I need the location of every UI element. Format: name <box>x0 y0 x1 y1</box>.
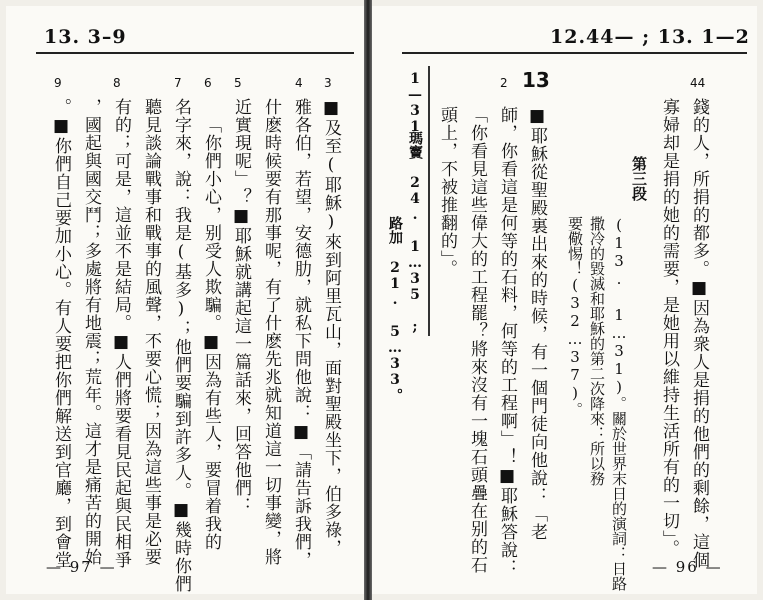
verse-number: 2 <box>500 76 508 90</box>
section-title: 第三段 <box>630 156 648 201</box>
right-page-number: — 96 — <box>652 558 723 576</box>
book-gutter <box>364 0 372 600</box>
chapter-number: 13 <box>522 68 550 92</box>
text-column: ■耶穌從聖殿裏出來的時候，有一個門徒向他說：「老 <box>527 106 547 541</box>
verse-number: 6 <box>204 76 212 90</box>
text-column: 「你們小心，别受人欺騙。■因為有些人，要冒着我的 <box>201 116 221 551</box>
text-column: 錢的人，所捐的都多。■因為衆人是捐的他們的剩餘，這個 <box>689 98 709 569</box>
section-summary-line: (13. 1…31)。關於世界末日的演詞：日路 <box>610 216 628 591</box>
text-column: 近實現呢」？■耶穌就講起這一篇話來，回答他們： <box>231 98 251 515</box>
right-header-rule <box>402 52 747 54</box>
verse-number: 3 <box>324 76 332 90</box>
left-header-rule <box>36 52 354 54</box>
text-column: ■及至(耶穌)來到阿里瓦山，面對聖殿坐下，伯多祿， <box>321 98 341 557</box>
verse-number: 4 <box>295 76 303 90</box>
text-column: ，國起與國交鬥；多處將有地震；荒年。這才是痛苦的開始 <box>81 98 101 566</box>
text-column: 。■你們自己要加小心。有人要把你們解送到官廳，到會堂 <box>51 98 71 569</box>
cross-ref-divider <box>428 66 430 336</box>
verse-number: 7 <box>174 76 182 90</box>
text-column: 雅各伯，若望，安德肋，就私下問他說：■「請告訴我們， <box>291 98 311 569</box>
cross-ref: 1—31 <box>407 71 423 135</box>
text-column: 名字來，說：我是(基多)；他們要騙到許多人。■幾時你們 <box>171 98 191 593</box>
section-summary-line: 撒冷的毀滅和耶穌的第二次降來：所以務 <box>588 216 606 486</box>
text-column: 聽見談論戰事和戰事的風聲，不要心慌；因為這些事是必要 <box>141 98 161 566</box>
cross-ref: 瑪竇 24. 1…35 ; <box>407 131 423 335</box>
right-page-header: 12.44— ; 13. 1—2 <box>550 26 750 48</box>
verse-number: 44 <box>690 76 706 90</box>
left-page-number: — 97 — <box>46 558 117 576</box>
verse-number: 9 <box>54 76 62 90</box>
text-column: 頭上，不被推翻的」。 <box>437 106 457 278</box>
left-page <box>6 6 364 594</box>
right-page <box>372 6 757 594</box>
verse-number: 5 <box>234 76 242 90</box>
cross-ref: 路加 21. 5…33。 <box>387 216 403 402</box>
text-column: 有的；可是，這並不是結局。■人們將要看見民起與民相爭 <box>111 98 131 569</box>
section-summary-line: 要儆惕！(32…37)。 <box>566 216 584 417</box>
text-column: 師，你看這是何等的石料，何等的工程啊」！■耶穌答說： <box>497 106 517 577</box>
verse-number: 8 <box>113 76 121 90</box>
text-column: 「你看見這些偉大的工程罷？將來沒有一塊石頭疊在别的石 <box>467 106 487 574</box>
left-page-header: 13. 3–9 <box>44 26 127 48</box>
text-column: 什麽時候要有那事呢，有了什麽先兆就知道這一切事變，將 <box>261 98 281 566</box>
text-column: 寡婦却是捐的她的需要，是她用以維持生活所有的一切」。 <box>659 98 679 558</box>
